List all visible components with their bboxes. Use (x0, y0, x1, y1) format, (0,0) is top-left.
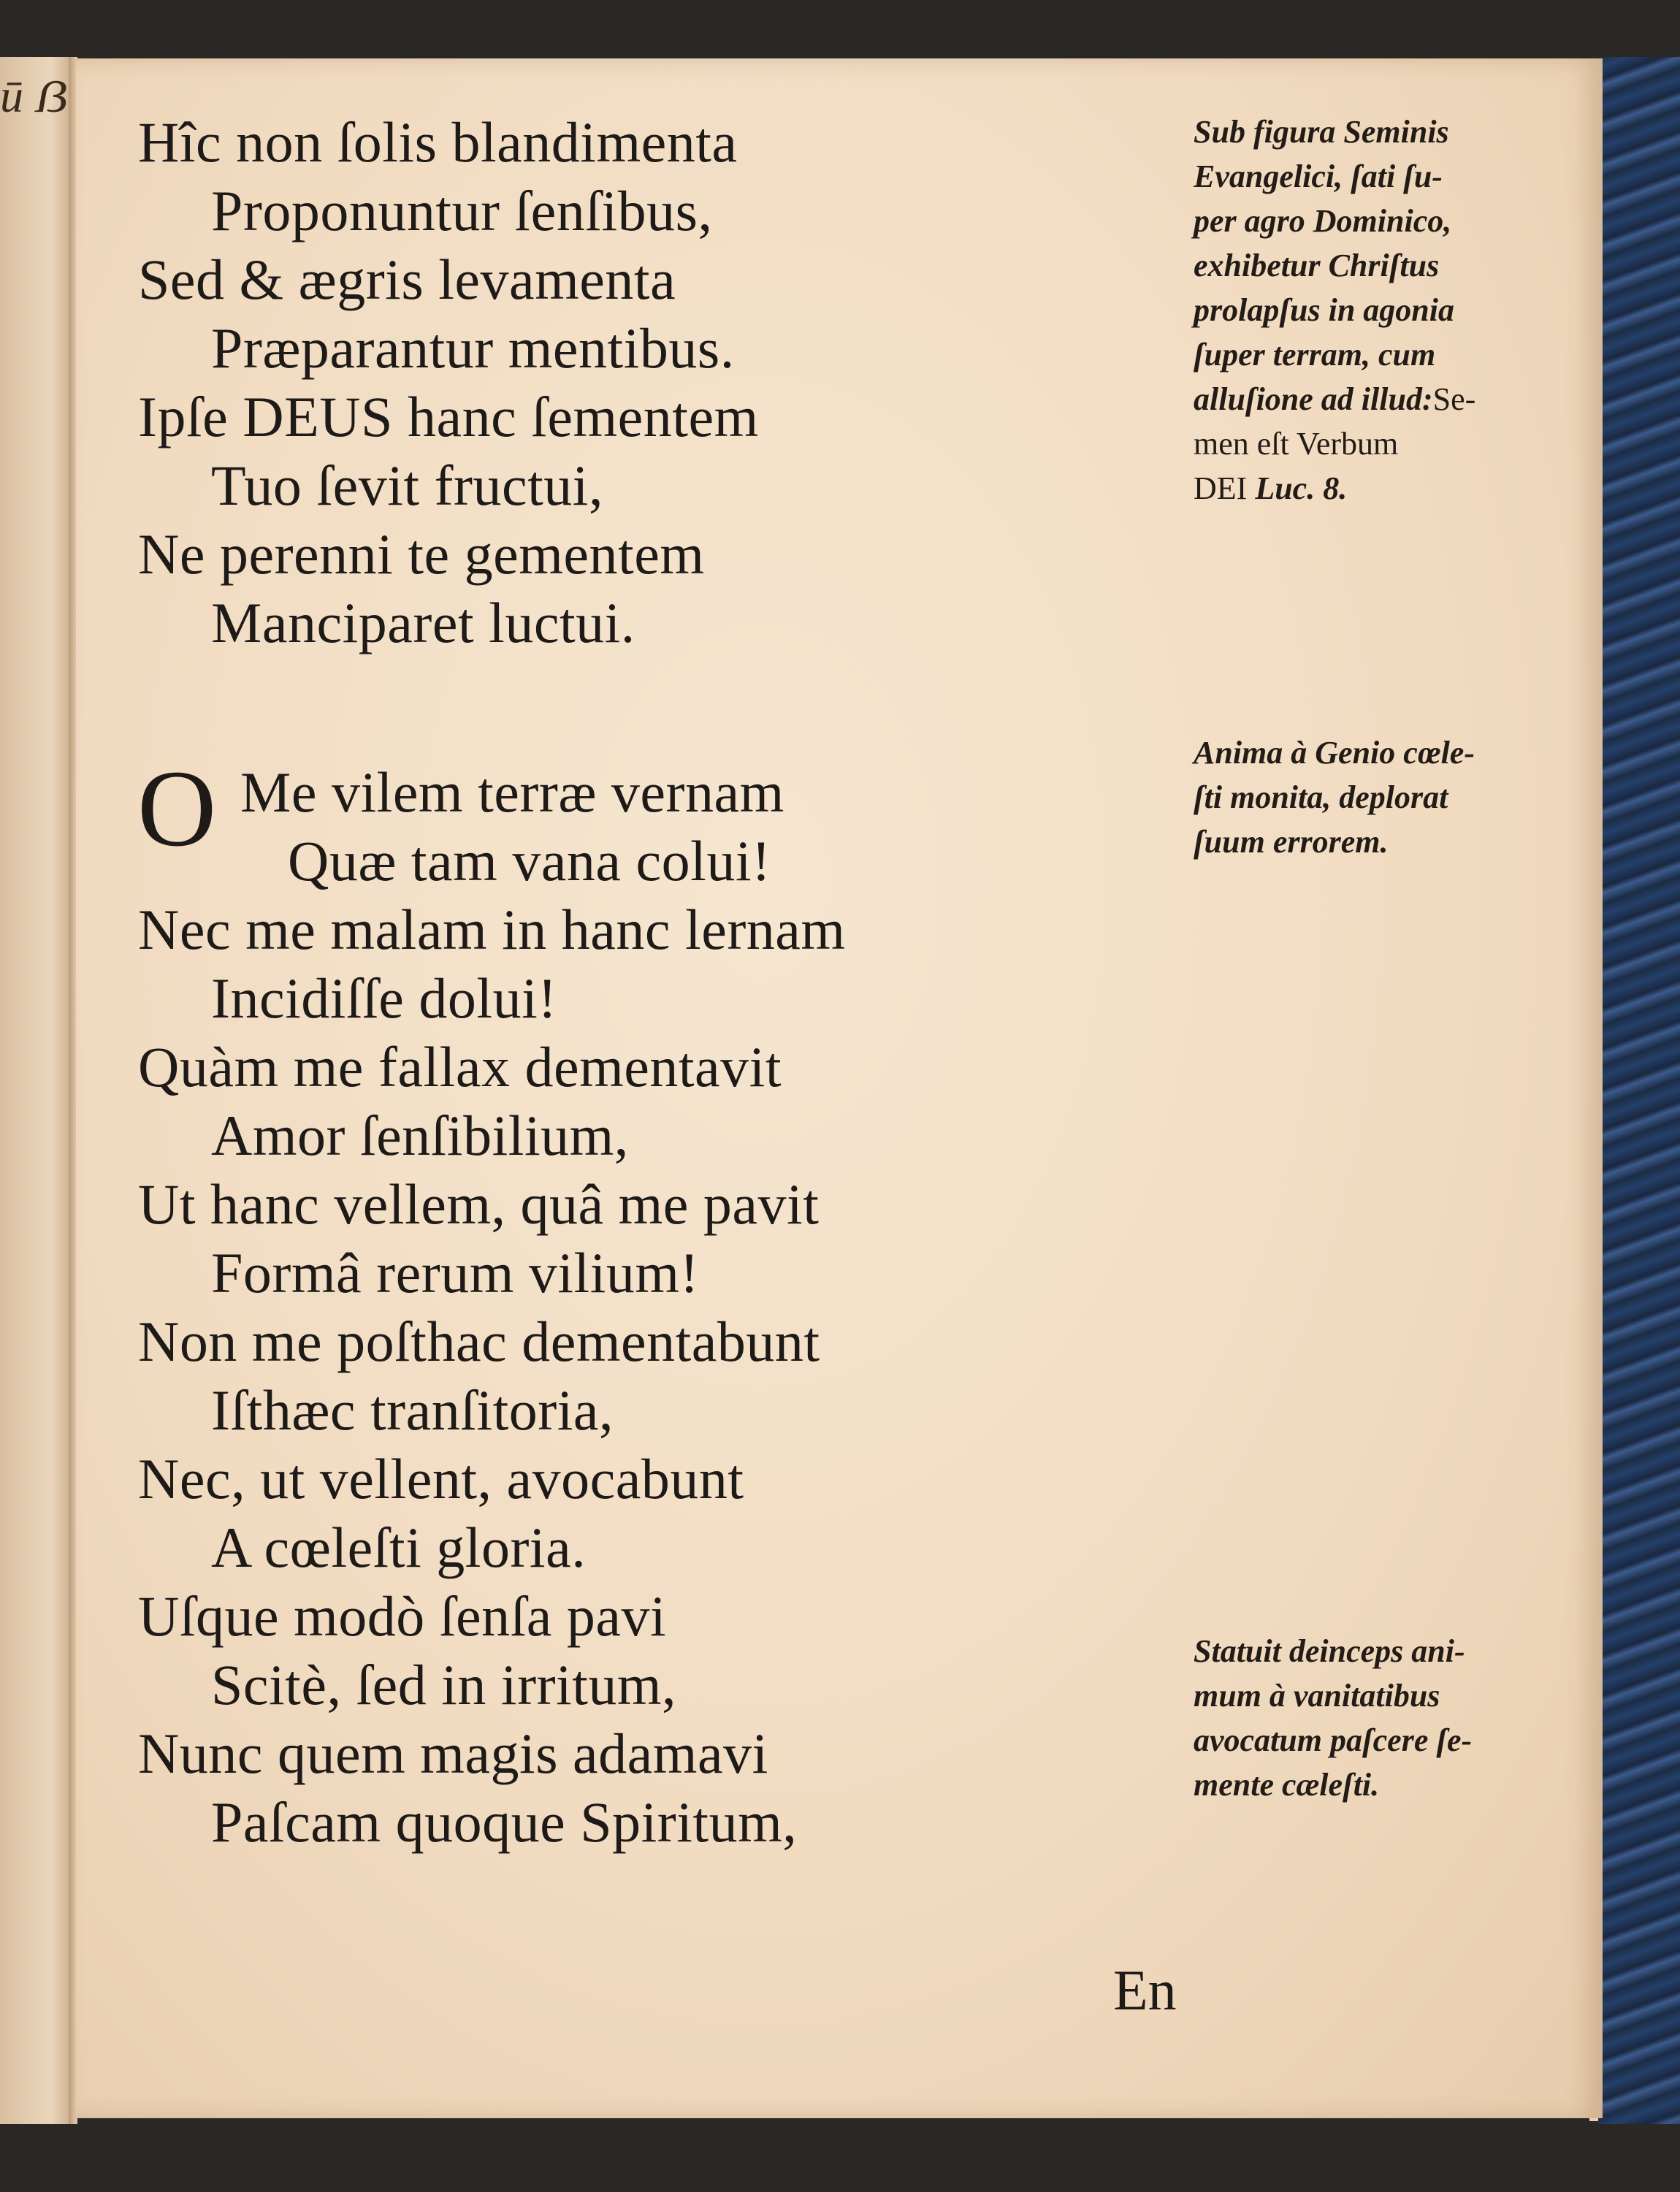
drop-cap: O (137, 748, 217, 869)
verse-line: Nec, ut vellent, avocabunt (138, 1447, 744, 1511)
note-line-text: alluſione ad illud: (1194, 381, 1433, 417)
verse-line: Incidiſſe dolui! (211, 966, 557, 1030)
verse-line: Manciparet luctui. (211, 591, 635, 654)
margin-note-soul-warning (1194, 730, 1544, 864)
verse-line: Nec me malam in hanc lernam (138, 898, 846, 961)
verse-line: Ut hanc vellem, quâ me pavit (138, 1172, 820, 1236)
book-page (76, 58, 1603, 2118)
catchword: En (1113, 1958, 1177, 2022)
note-line: mente cæleſti. (1194, 1767, 1380, 1803)
verse-line: Uſque modò ſenſa pavi (138, 1584, 667, 1648)
verse-line: Quàm me fallax dementavit (138, 1035, 782, 1099)
note-line: mum à vanitatibus (1194, 1678, 1440, 1714)
verse-line: Quæ tam vana colui! (288, 829, 771, 893)
note-line-roman: DEI (1194, 470, 1248, 506)
verse-line: Nunc quem magis adamavi (138, 1722, 768, 1785)
note-line: prolapſus in agonia (1194, 292, 1454, 328)
verse-line: Sed & ægris levamenta (138, 248, 676, 311)
verse-line: Amor ſenſibilium, (211, 1104, 629, 1167)
marbled-cover (1598, 57, 1680, 2124)
note-line: ſti monita, deplorat (1194, 779, 1448, 815)
handwritten-margin-mark: ū ẞ (0, 70, 67, 122)
note-line: avocatum paſcere ſe- (1194, 1722, 1473, 1758)
verse-line: Scitè, ſed in irritum, (211, 1653, 677, 1716)
verse-line: Ne perenni te gementem (138, 522, 705, 586)
note-line: exhibetur Chriſtus (1194, 248, 1440, 283)
margin-note-resolution (1194, 1629, 1544, 1807)
verse-line: Iſthæc tranſitoria, (211, 1378, 614, 1442)
note-line-roman: Se- (1432, 381, 1476, 417)
verse-line: Tuo ſevit fructui, (211, 454, 603, 517)
note-line: men eſt Verbum (1194, 426, 1399, 462)
verse-line: Me vilem terræ vernam (240, 760, 784, 824)
verse-line: Proponuntur ſenſibus, (211, 179, 713, 243)
note-line (1194, 466, 1544, 511)
note-line: ſuum errorem. (1194, 824, 1389, 860)
left-page-edge (0, 57, 73, 2124)
note-line: per agro Dominico, (1194, 203, 1452, 239)
verse-line: A cœleſti gloria. (211, 1516, 587, 1579)
margin-note-gospel-seed (1194, 110, 1544, 511)
note-line: ſuper terram, cum (1194, 337, 1436, 373)
verse-line: Hîc non ſolis blandimenta (138, 110, 738, 174)
note-reference: Luc. 8. (1255, 470, 1348, 506)
verse-line: Ipſe DEUS hanc ſementem (138, 385, 759, 448)
note-line (1194, 377, 1544, 421)
verse-line: Formâ rerum vilium! (211, 1241, 700, 1305)
verse-line: Paſcam quoque Spiritum, (211, 1790, 798, 1854)
verse-line: Non me poſthac dementabunt (138, 1310, 820, 1373)
verse-line: Præparantur mentibus. (211, 316, 735, 380)
note-line: Sub figura Seminis (1194, 114, 1449, 150)
note-line: Evangelici, ſati ſu- (1194, 159, 1443, 194)
note-line: Anima à Genio cœle- (1194, 735, 1475, 771)
note-line: Statuit deinceps ani- (1194, 1633, 1465, 1669)
